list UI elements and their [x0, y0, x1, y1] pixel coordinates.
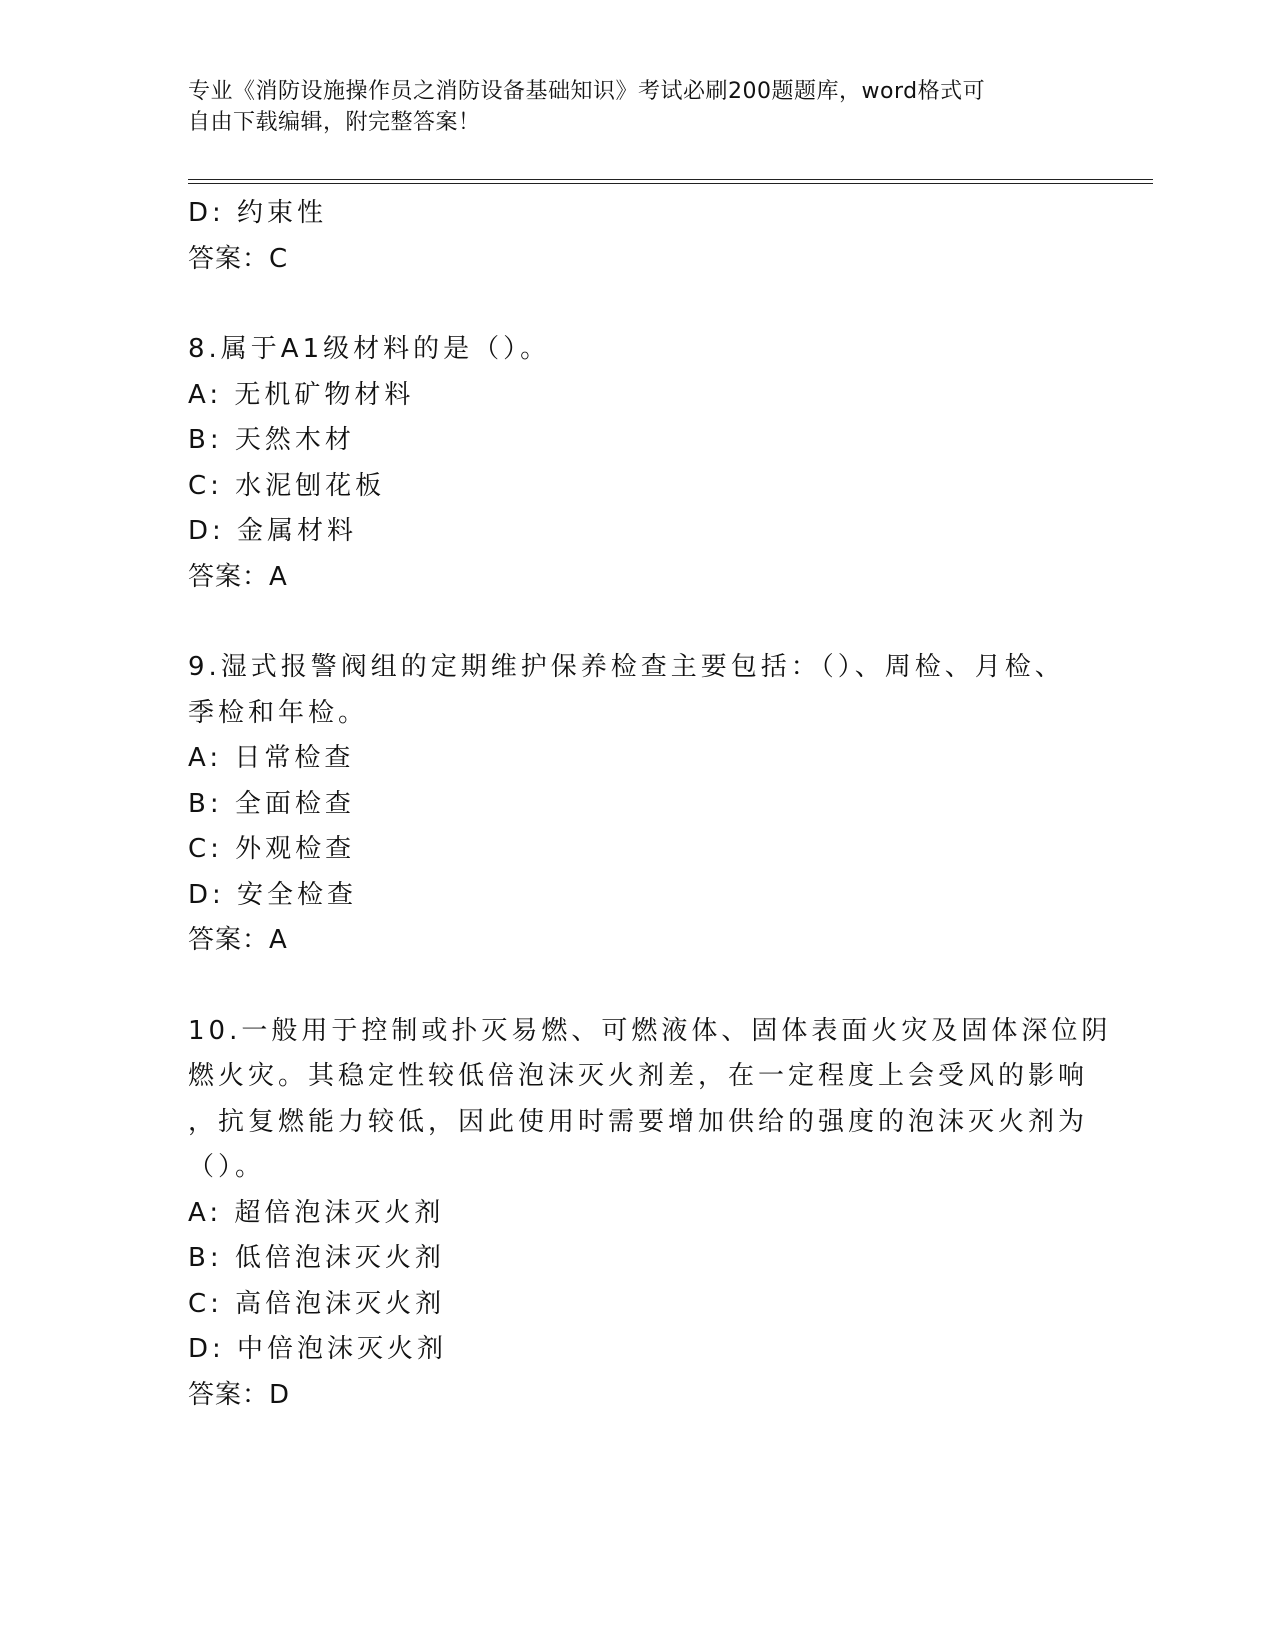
document-header	[188, 76, 1088, 138]
answer: 答案：C	[188, 243, 289, 274]
answer: 答案：A	[188, 561, 288, 592]
header-divider-top	[188, 179, 1153, 180]
option-d: D: 安全检查	[188, 879, 358, 910]
option-c: C: 水泥刨花板	[188, 470, 386, 501]
header-title-line-2: 自由下载编辑，附完整答案！	[188, 110, 481, 135]
question-stem: 8.属于A1级材料的是（）。	[188, 334, 551, 364]
question-stem-line-1: 9.湿式报警阀组的定期维护保养检查主要包括：（）、周检、月检、	[188, 652, 1065, 682]
question-stem-line-1: 10.一般用于控制或扑灭易燃、可燃液体、固体表面火灾及固体深位阴	[188, 1015, 1112, 1046]
option-a: A: 超倍泡沫灭火剂	[188, 1197, 445, 1228]
option-b: B: 天然木材	[188, 425, 355, 455]
option-d: D: 约束性	[188, 198, 328, 228]
question-stem-line-2: 燃火灾。其稳定性较低倍泡沫灭火剂差，在一定程度上会受风的影响	[188, 1061, 1089, 1091]
option-b: B: 低倍泡沫灭火剂	[188, 1243, 445, 1273]
header-title-line-1: 专业《消防设施操作员之消防设备基础知识》考试必刷200题题库，word格式可	[188, 79, 986, 104]
option-a: A: 日常检查	[188, 743, 355, 773]
spacer	[188, 282, 1088, 327]
question-stem-line-2: 季检和年检。	[188, 697, 369, 728]
question-9	[188, 645, 1088, 964]
question-stem-line-3: ，抗复燃能力较低，因此使用时需要增加供给的强度的泡沫灭火剂为	[188, 1106, 1089, 1137]
question-8	[188, 327, 1088, 600]
option-b: B: 全面检查	[188, 788, 355, 819]
option-c: C: 高倍泡沫灭火剂	[188, 1288, 446, 1319]
answer: 答案：A	[188, 925, 288, 955]
spacer	[188, 964, 1088, 1009]
question-list	[188, 191, 1112, 1418]
option-a: A: 无机矿物材料	[188, 379, 415, 410]
question-10	[188, 1009, 1112, 1419]
spacer	[188, 600, 1088, 645]
previous-question-tail	[188, 191, 1088, 282]
question-stem-line-4: （）。	[188, 1152, 266, 1182]
option-d: D: 金属材料	[188, 516, 358, 546]
option-d: D: 中倍泡沫灭火剂	[188, 1334, 448, 1364]
header-divider-bottom	[188, 183, 1153, 184]
answer: 答案：D	[188, 1379, 291, 1410]
option-c: C: 外观检查	[188, 834, 356, 864]
